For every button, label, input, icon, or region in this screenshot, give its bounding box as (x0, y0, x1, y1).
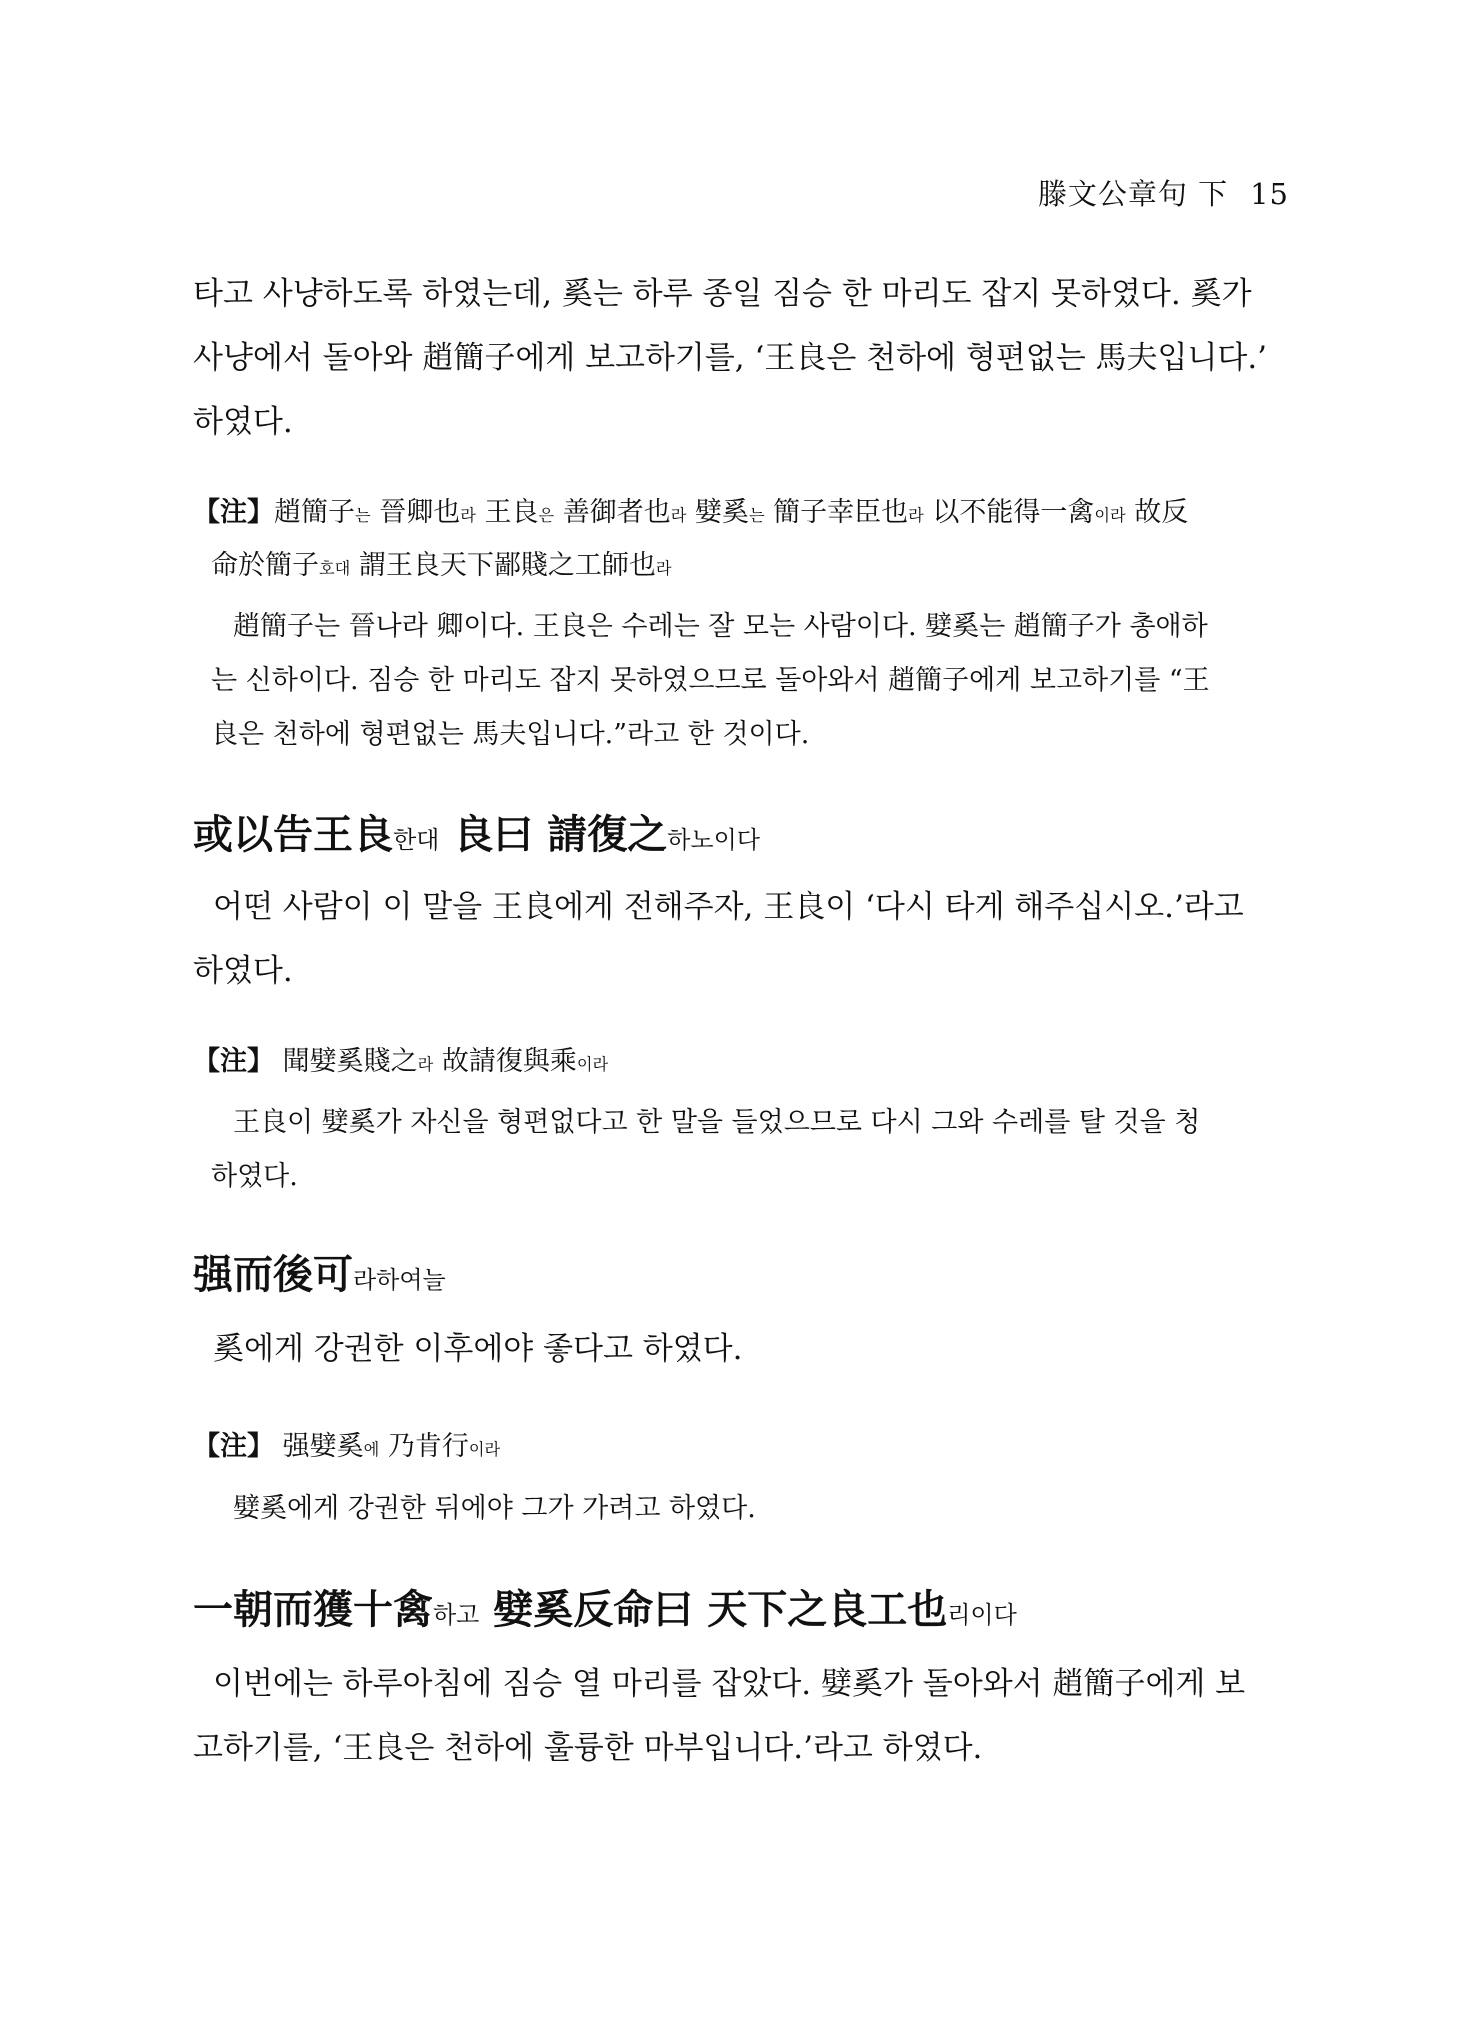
page-number: 15 (1250, 177, 1289, 211)
translation-line: 하였다. (193, 953, 293, 989)
translation-line: 奚에게 강권한 이후에야 좋다고 하였다. (213, 1331, 743, 1367)
original-text-1 (193, 805, 1293, 870)
translation-paragraph-1 (193, 262, 1293, 454)
commentary-translation-line: 는 신하이다. 짐승 한 마리도 잡지 못하였으므로 돌아와서 趙簡子에게 보고하기를 “王 (211, 665, 1210, 696)
commentary-translation-line: 嬖奚에게 강권한 뒤에야 그가 가려고 하였다. (233, 1493, 756, 1524)
commentary-translation-3 (193, 1482, 1293, 1536)
original-text-2 (193, 1245, 1293, 1310)
original-line: 强而後可라하여늘 (193, 1251, 446, 1298)
translation-paragraph-4 (193, 1652, 1293, 1780)
commentary-translation-line: 趙簡子는 晉나라 卿이다. 王良은 수레는 잘 모는 사람이다. 嬖奚는 趙簡子가 총애하 (233, 611, 1208, 642)
translation-line: 타고 사냥하도록 하였는데, 奚는 하루 종일 짐승 한 마리도 잡지 못하였다. 奚가 (193, 276, 1252, 312)
commentary-note-2 (193, 1037, 1293, 1090)
translation-line: 어떤 사람이 이 말을 王良에게 전해주자, 王良이 ‘다시 타게 해주십시오.’라고 (213, 889, 1244, 925)
translation-line: 하였다. (193, 404, 293, 440)
note-tag: 【注】 (193, 1431, 274, 1462)
note-tag: 【注】 (193, 1046, 274, 1077)
commentary-translation-1 (193, 600, 1293, 762)
note-tag: 【注】 (193, 497, 274, 528)
commentary-line: 【注】趙簡子는 晉卿也라 王良은 善御者也라 嬖奚는 簡子幸臣也라 以不能得一禽이라 故反 (193, 497, 1189, 528)
original-line: 一朝而獲十禽하고 嬖奚反命曰 天下之良工也리이다 (193, 1586, 1017, 1633)
translation-paragraph-3 (193, 1317, 1293, 1381)
commentary-line: 命於簡子호대 謂王良天下鄙賤之工師也라 (211, 550, 672, 581)
commentary-translation-2 (193, 1096, 1293, 1204)
running-header-title: 滕文公章句 下 (1037, 177, 1229, 211)
translation-line: 이번에는 하루아침에 짐승 열 마리를 잡았다. 嬖奚가 돌아와서 趙簡子에게 보 (213, 1666, 1246, 1702)
original-line: 或以告王良한대 良曰 請復之하노이다 (193, 811, 760, 858)
running-header (1038, 172, 1289, 213)
commentary-note-3 (193, 1422, 1293, 1475)
commentary-line: 【注】 强嬖奚에 乃肯行이라 (193, 1431, 501, 1462)
commentary-note-1 (193, 488, 1293, 594)
commentary-line: 【注】 聞嬖奚賤之라 故請復與乘이라 (193, 1046, 609, 1077)
original-text-3 (193, 1580, 1293, 1645)
commentary-translation-line: 良은 천하에 형편없는 馬夫입니다.”라고 한 것이다. (211, 719, 810, 750)
commentary-translation-line: 王良이 嬖奚가 자신을 형편없다고 한 말을 들었으므로 다시 그와 수레를 탈 것을 청 (233, 1107, 1201, 1138)
translation-line: 고하기를, ‘王良은 천하에 훌륭한 마부입니다.’라고 하였다. (193, 1730, 983, 1766)
translation-paragraph-2 (193, 875, 1293, 1003)
commentary-translation-line: 하였다. (211, 1161, 298, 1192)
translation-line: 사냥에서 돌아와 趙簡子에게 보고하기를, ‘王良은 천하에 형편없는 馬夫입니다.’ (193, 340, 1268, 376)
